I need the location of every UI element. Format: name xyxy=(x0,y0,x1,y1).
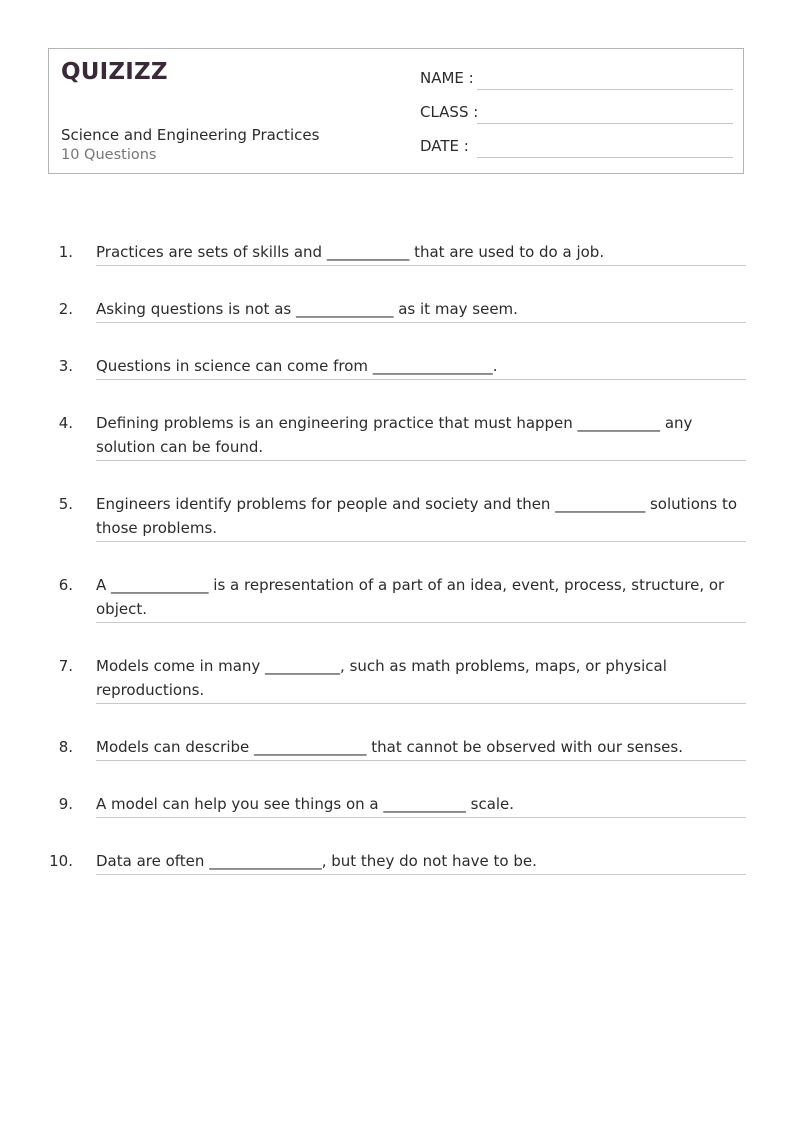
question-text[interactable]: A model can help you see things on a ___________ scale. xyxy=(96,792,746,818)
question-number: 10. xyxy=(49,852,73,870)
question-number: 6. xyxy=(58,576,73,594)
name-field[interactable] xyxy=(477,89,733,90)
question-number: 4. xyxy=(58,414,73,432)
question-text[interactable]: A _____________ is a representation of a part of an idea, event, process, structure, or object. xyxy=(96,573,746,623)
question-text[interactable]: Practices are sets of skills and ___________ that are used to do a job. xyxy=(96,240,746,266)
question-text[interactable]: Defining problems is an engineering practice that must happen ___________ any solution can be found. xyxy=(96,411,746,461)
question-text[interactable]: Models come in many __________, such as math problems, maps, or physical reproductions. xyxy=(96,654,746,704)
question-text[interactable]: Questions in science can come from ________________. xyxy=(96,354,746,380)
question-text[interactable]: Models can describe _______________ that cannot be observed with our senses. xyxy=(96,735,746,761)
question-number: 9. xyxy=(58,795,73,813)
question-number: 7. xyxy=(58,657,73,675)
question-number: 2. xyxy=(58,300,73,318)
question-number: 3. xyxy=(58,357,73,375)
question-text[interactable]: Data are often _______________, but they do not have to be. xyxy=(96,849,746,875)
class-field[interactable] xyxy=(477,123,733,124)
date-field[interactable] xyxy=(477,157,733,158)
question-text[interactable]: Asking questions is not as _____________ as it may seem. xyxy=(96,297,746,323)
question-number: 5. xyxy=(58,495,73,513)
question-number: 1. xyxy=(58,243,73,261)
question-text[interactable]: Engineers identify problems for people and society and then ____________ solutions to those problems. xyxy=(96,492,746,542)
date-label: DATE : xyxy=(420,137,469,155)
question-count: 10 Questions xyxy=(61,147,157,163)
class-label: CLASS : xyxy=(420,103,479,121)
worksheet-header xyxy=(48,48,744,174)
worksheet-title: Science and Engineering Practices xyxy=(61,126,320,144)
quizizz-logo: QUIZIZZ xyxy=(61,59,168,85)
name-label: NAME : xyxy=(420,69,474,87)
question-number: 8. xyxy=(58,738,73,756)
